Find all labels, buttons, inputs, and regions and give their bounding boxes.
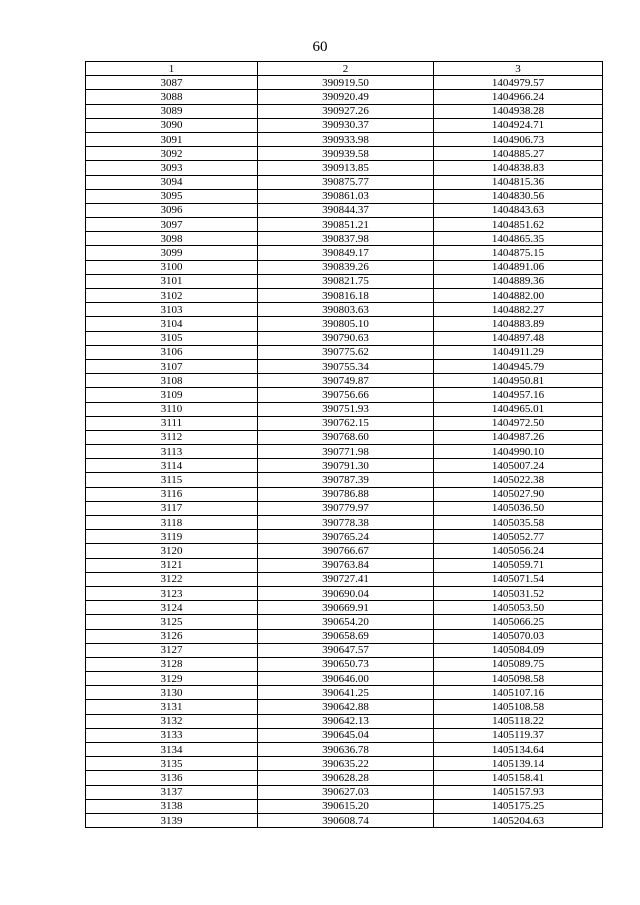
x-coordinate-cell: 390642.88: [258, 700, 434, 714]
x-coordinate-cell: 390608.74: [258, 813, 434, 827]
y-coordinate-cell: 1405056.24: [434, 544, 603, 558]
x-coordinate-cell: 390875.77: [258, 175, 434, 189]
y-coordinate-cell: 1404945.79: [434, 359, 603, 373]
y-coordinate-cell: 1405118.22: [434, 714, 603, 728]
point-number-cell: 3095: [86, 189, 258, 203]
table-row: [86, 813, 603, 827]
point-number-cell: 3090: [86, 118, 258, 132]
x-coordinate-cell: 390930.37: [258, 118, 434, 132]
y-coordinate-cell: 1405031.52: [434, 586, 603, 600]
point-number-cell: 3089: [86, 104, 258, 118]
y-coordinate-cell: 1405108.58: [434, 700, 603, 714]
table-row: [86, 672, 603, 686]
x-coordinate-cell: 390763.84: [258, 558, 434, 572]
y-coordinate-cell: 1404965.01: [434, 402, 603, 416]
column-header-1: 1: [86, 62, 258, 76]
table-row: [86, 175, 603, 189]
x-coordinate-cell: 390919.50: [258, 76, 434, 90]
point-number-cell: 3097: [86, 218, 258, 232]
table-row: [86, 90, 603, 104]
y-coordinate-cell: 1404851.62: [434, 218, 603, 232]
point-number-cell: 3100: [86, 260, 258, 274]
point-number-cell: 3126: [86, 629, 258, 643]
point-number-cell: 3104: [86, 317, 258, 331]
y-coordinate-cell: 1404950.81: [434, 374, 603, 388]
y-coordinate-cell: 1405059.71: [434, 558, 603, 572]
point-number-cell: 3110: [86, 402, 258, 416]
point-number-cell: 3131: [86, 700, 258, 714]
table-row: [86, 728, 603, 742]
x-coordinate-cell: 390787.39: [258, 473, 434, 487]
table-row: [86, 629, 603, 643]
x-coordinate-cell: 390765.24: [258, 530, 434, 544]
x-coordinate-cell: 390837.98: [258, 232, 434, 246]
table-row: [86, 516, 603, 530]
y-coordinate-cell: 1404830.56: [434, 189, 603, 203]
x-coordinate-cell: 390786.88: [258, 487, 434, 501]
y-coordinate-cell: 1404882.27: [434, 303, 603, 317]
y-coordinate-cell: 1404882.00: [434, 289, 603, 303]
x-coordinate-cell: 390647.57: [258, 643, 434, 657]
x-coordinate-cell: 390939.58: [258, 147, 434, 161]
table-row: [86, 530, 603, 544]
y-coordinate-cell: 1405107.16: [434, 686, 603, 700]
y-coordinate-cell: 1404911.29: [434, 345, 603, 359]
table-row: [86, 331, 603, 345]
point-number-cell: 3092: [86, 147, 258, 161]
point-number-cell: 3138: [86, 799, 258, 813]
x-coordinate-cell: 390645.04: [258, 728, 434, 742]
y-coordinate-cell: 1405098.58: [434, 672, 603, 686]
point-number-cell: 3103: [86, 303, 258, 317]
point-number-cell: 3091: [86, 132, 258, 146]
x-coordinate-cell: 390927.26: [258, 104, 434, 118]
x-coordinate-cell: 390844.37: [258, 203, 434, 217]
point-number-cell: 3136: [86, 771, 258, 785]
point-number-cell: 3116: [86, 487, 258, 501]
point-number-cell: 3102: [86, 289, 258, 303]
y-coordinate-cell: 1405134.64: [434, 743, 603, 757]
x-coordinate-cell: 390778.38: [258, 516, 434, 530]
x-coordinate-cell: 390690.04: [258, 586, 434, 600]
table-row: [86, 76, 603, 90]
point-number-cell: 3130: [86, 686, 258, 700]
table-row: [86, 402, 603, 416]
y-coordinate-cell: 1405007.24: [434, 459, 603, 473]
y-coordinate-cell: 1405053.50: [434, 601, 603, 615]
x-coordinate-cell: 390762.15: [258, 416, 434, 430]
x-coordinate-cell: 390669.91: [258, 601, 434, 615]
table-row: [86, 544, 603, 558]
table-row: [86, 601, 603, 615]
point-number-cell: 3098: [86, 232, 258, 246]
x-coordinate-cell: 390779.97: [258, 501, 434, 515]
y-coordinate-cell: 1404966.24: [434, 90, 603, 104]
x-coordinate-cell: 390756.66: [258, 388, 434, 402]
table-row: [86, 686, 603, 700]
x-coordinate-cell: 390775.62: [258, 345, 434, 359]
table-row: [86, 700, 603, 714]
x-coordinate-cell: 390821.75: [258, 274, 434, 288]
x-coordinate-cell: 390654.20: [258, 615, 434, 629]
x-coordinate-cell: 390749.87: [258, 374, 434, 388]
y-coordinate-cell: 1404924.71: [434, 118, 603, 132]
y-coordinate-cell: 1404885.27: [434, 147, 603, 161]
table-row: [86, 572, 603, 586]
point-number-cell: 3119: [86, 530, 258, 544]
table-row: [86, 359, 603, 373]
table-row: [86, 586, 603, 600]
point-number-cell: 3109: [86, 388, 258, 402]
table-row: [86, 416, 603, 430]
y-coordinate-cell: 1404906.73: [434, 132, 603, 146]
coordinates-table: [85, 61, 603, 828]
table-row: [86, 246, 603, 260]
y-coordinate-cell: 1405027.90: [434, 487, 603, 501]
point-number-cell: 3139: [86, 813, 258, 827]
y-coordinate-cell: 1405066.25: [434, 615, 603, 629]
table-row: [86, 303, 603, 317]
point-number-cell: 3118: [86, 516, 258, 530]
point-number-cell: 3113: [86, 445, 258, 459]
table-row: [86, 615, 603, 629]
y-coordinate-cell: 1405158.41: [434, 771, 603, 785]
y-coordinate-cell: 1405070.03: [434, 629, 603, 643]
x-coordinate-cell: 390635.22: [258, 757, 434, 771]
x-coordinate-cell: 390791.30: [258, 459, 434, 473]
point-number-cell: 3111: [86, 416, 258, 430]
table-row: [86, 218, 603, 232]
point-number-cell: 3135: [86, 757, 258, 771]
point-number-cell: 3101: [86, 274, 258, 288]
table-row: [86, 147, 603, 161]
table-row: [86, 345, 603, 359]
y-coordinate-cell: 1404938.28: [434, 104, 603, 118]
y-coordinate-cell: 1405036.50: [434, 501, 603, 515]
table-row: [86, 714, 603, 728]
table-row: [86, 501, 603, 515]
table-row: [86, 785, 603, 799]
point-number-cell: 3108: [86, 374, 258, 388]
y-coordinate-cell: 1404889.36: [434, 274, 603, 288]
table-body: [86, 76, 603, 828]
x-coordinate-cell: 390646.00: [258, 672, 434, 686]
y-coordinate-cell: 1404957.16: [434, 388, 603, 402]
point-number-cell: 3087: [86, 76, 258, 90]
table-row: [86, 487, 603, 501]
point-number-cell: 3128: [86, 657, 258, 671]
point-number-cell: 3094: [86, 175, 258, 189]
y-coordinate-cell: 1404843.63: [434, 203, 603, 217]
y-coordinate-cell: 1405084.09: [434, 643, 603, 657]
page-number: 60: [312, 39, 328, 55]
point-number-cell: 3124: [86, 601, 258, 615]
y-coordinate-cell: 1404838.83: [434, 161, 603, 175]
y-coordinate-cell: 1405139.14: [434, 757, 603, 771]
y-coordinate-cell: 1404897.48: [434, 331, 603, 345]
point-number-cell: 3121: [86, 558, 258, 572]
point-number-cell: 3105: [86, 331, 258, 345]
point-number-cell: 3117: [86, 501, 258, 515]
x-coordinate-cell: 390751.93: [258, 402, 434, 416]
x-coordinate-cell: 390849.17: [258, 246, 434, 260]
point-number-cell: 3133: [86, 728, 258, 742]
table-row: [86, 203, 603, 217]
x-coordinate-cell: 390803.63: [258, 303, 434, 317]
point-number-cell: 3122: [86, 572, 258, 586]
x-coordinate-cell: 390658.69: [258, 629, 434, 643]
point-number-cell: 3120: [86, 544, 258, 558]
table-row: [86, 657, 603, 671]
x-coordinate-cell: 390650.73: [258, 657, 434, 671]
x-coordinate-cell: 390641.25: [258, 686, 434, 700]
table-row: [86, 643, 603, 657]
table-row: [86, 743, 603, 757]
table-row: [86, 473, 603, 487]
table-row: [86, 771, 603, 785]
x-coordinate-cell: 390771.98: [258, 445, 434, 459]
point-number-cell: 3096: [86, 203, 258, 217]
point-number-cell: 3129: [86, 672, 258, 686]
table-row: [86, 132, 603, 146]
x-coordinate-cell: 390790.63: [258, 331, 434, 345]
table-row: [86, 558, 603, 572]
x-coordinate-cell: 390816.18: [258, 289, 434, 303]
table-row: [86, 388, 603, 402]
y-coordinate-cell: 1404815.36: [434, 175, 603, 189]
table-row: [86, 799, 603, 813]
y-coordinate-cell: 1404987.26: [434, 430, 603, 444]
x-coordinate-cell: 390768.60: [258, 430, 434, 444]
point-number-cell: 3137: [86, 785, 258, 799]
point-number-cell: 3114: [86, 459, 258, 473]
point-number-cell: 3127: [86, 643, 258, 657]
y-coordinate-cell: 1405052.77: [434, 530, 603, 544]
x-coordinate-cell: 390861.03: [258, 189, 434, 203]
y-coordinate-cell: 1404990.10: [434, 445, 603, 459]
x-coordinate-cell: 390805.10: [258, 317, 434, 331]
y-coordinate-cell: 1405071.54: [434, 572, 603, 586]
point-number-cell: 3106: [86, 345, 258, 359]
x-coordinate-cell: 390642.13: [258, 714, 434, 728]
x-coordinate-cell: 390615.20: [258, 799, 434, 813]
y-coordinate-cell: 1404865.35: [434, 232, 603, 246]
y-coordinate-cell: 1404891.06: [434, 260, 603, 274]
point-number-cell: 3115: [86, 473, 258, 487]
y-coordinate-cell: 1404875.15: [434, 246, 603, 260]
table-row: [86, 459, 603, 473]
y-coordinate-cell: 1404979.57: [434, 76, 603, 90]
y-coordinate-cell: 1405035.58: [434, 516, 603, 530]
table-row: [86, 317, 603, 331]
point-number-cell: 3125: [86, 615, 258, 629]
table-row: [86, 161, 603, 175]
y-coordinate-cell: 1405204.63: [434, 813, 603, 827]
y-coordinate-cell: 1404972.50: [434, 416, 603, 430]
table-row: [86, 757, 603, 771]
table-row: [86, 445, 603, 459]
table-header-row: [86, 62, 603, 76]
x-coordinate-cell: 390636.78: [258, 743, 434, 757]
column-header-3: 3: [434, 62, 603, 76]
x-coordinate-cell: 390920.49: [258, 90, 434, 104]
table-row: [86, 260, 603, 274]
y-coordinate-cell: 1405157.93: [434, 785, 603, 799]
point-number-cell: 3132: [86, 714, 258, 728]
x-coordinate-cell: 390755.34: [258, 359, 434, 373]
y-coordinate-cell: 1404883.89: [434, 317, 603, 331]
y-coordinate-cell: 1405089.75: [434, 657, 603, 671]
point-number-cell: 3134: [86, 743, 258, 757]
x-coordinate-cell: 390933.98: [258, 132, 434, 146]
x-coordinate-cell: 390851.21: [258, 218, 434, 232]
point-number-cell: 3123: [86, 586, 258, 600]
point-number-cell: 3112: [86, 430, 258, 444]
point-number-cell: 3093: [86, 161, 258, 175]
table-row: [86, 374, 603, 388]
column-header-2: 2: [258, 62, 434, 76]
x-coordinate-cell: 390627.03: [258, 785, 434, 799]
x-coordinate-cell: 390727.41: [258, 572, 434, 586]
table-row: [86, 104, 603, 118]
y-coordinate-cell: 1405175.25: [434, 799, 603, 813]
x-coordinate-cell: 390766.67: [258, 544, 434, 558]
table-row: [86, 232, 603, 246]
x-coordinate-cell: 390628.28: [258, 771, 434, 785]
y-coordinate-cell: 1405119.37: [434, 728, 603, 742]
y-coordinate-cell: 1405022.38: [434, 473, 603, 487]
table-row: [86, 289, 603, 303]
point-number-cell: 3107: [86, 359, 258, 373]
point-number-cell: 3088: [86, 90, 258, 104]
point-number-cell: 3099: [86, 246, 258, 260]
x-coordinate-cell: 390839.26: [258, 260, 434, 274]
table-row: [86, 189, 603, 203]
table-row: [86, 430, 603, 444]
table-row: [86, 274, 603, 288]
x-coordinate-cell: 390913.85: [258, 161, 434, 175]
table-row: [86, 118, 603, 132]
